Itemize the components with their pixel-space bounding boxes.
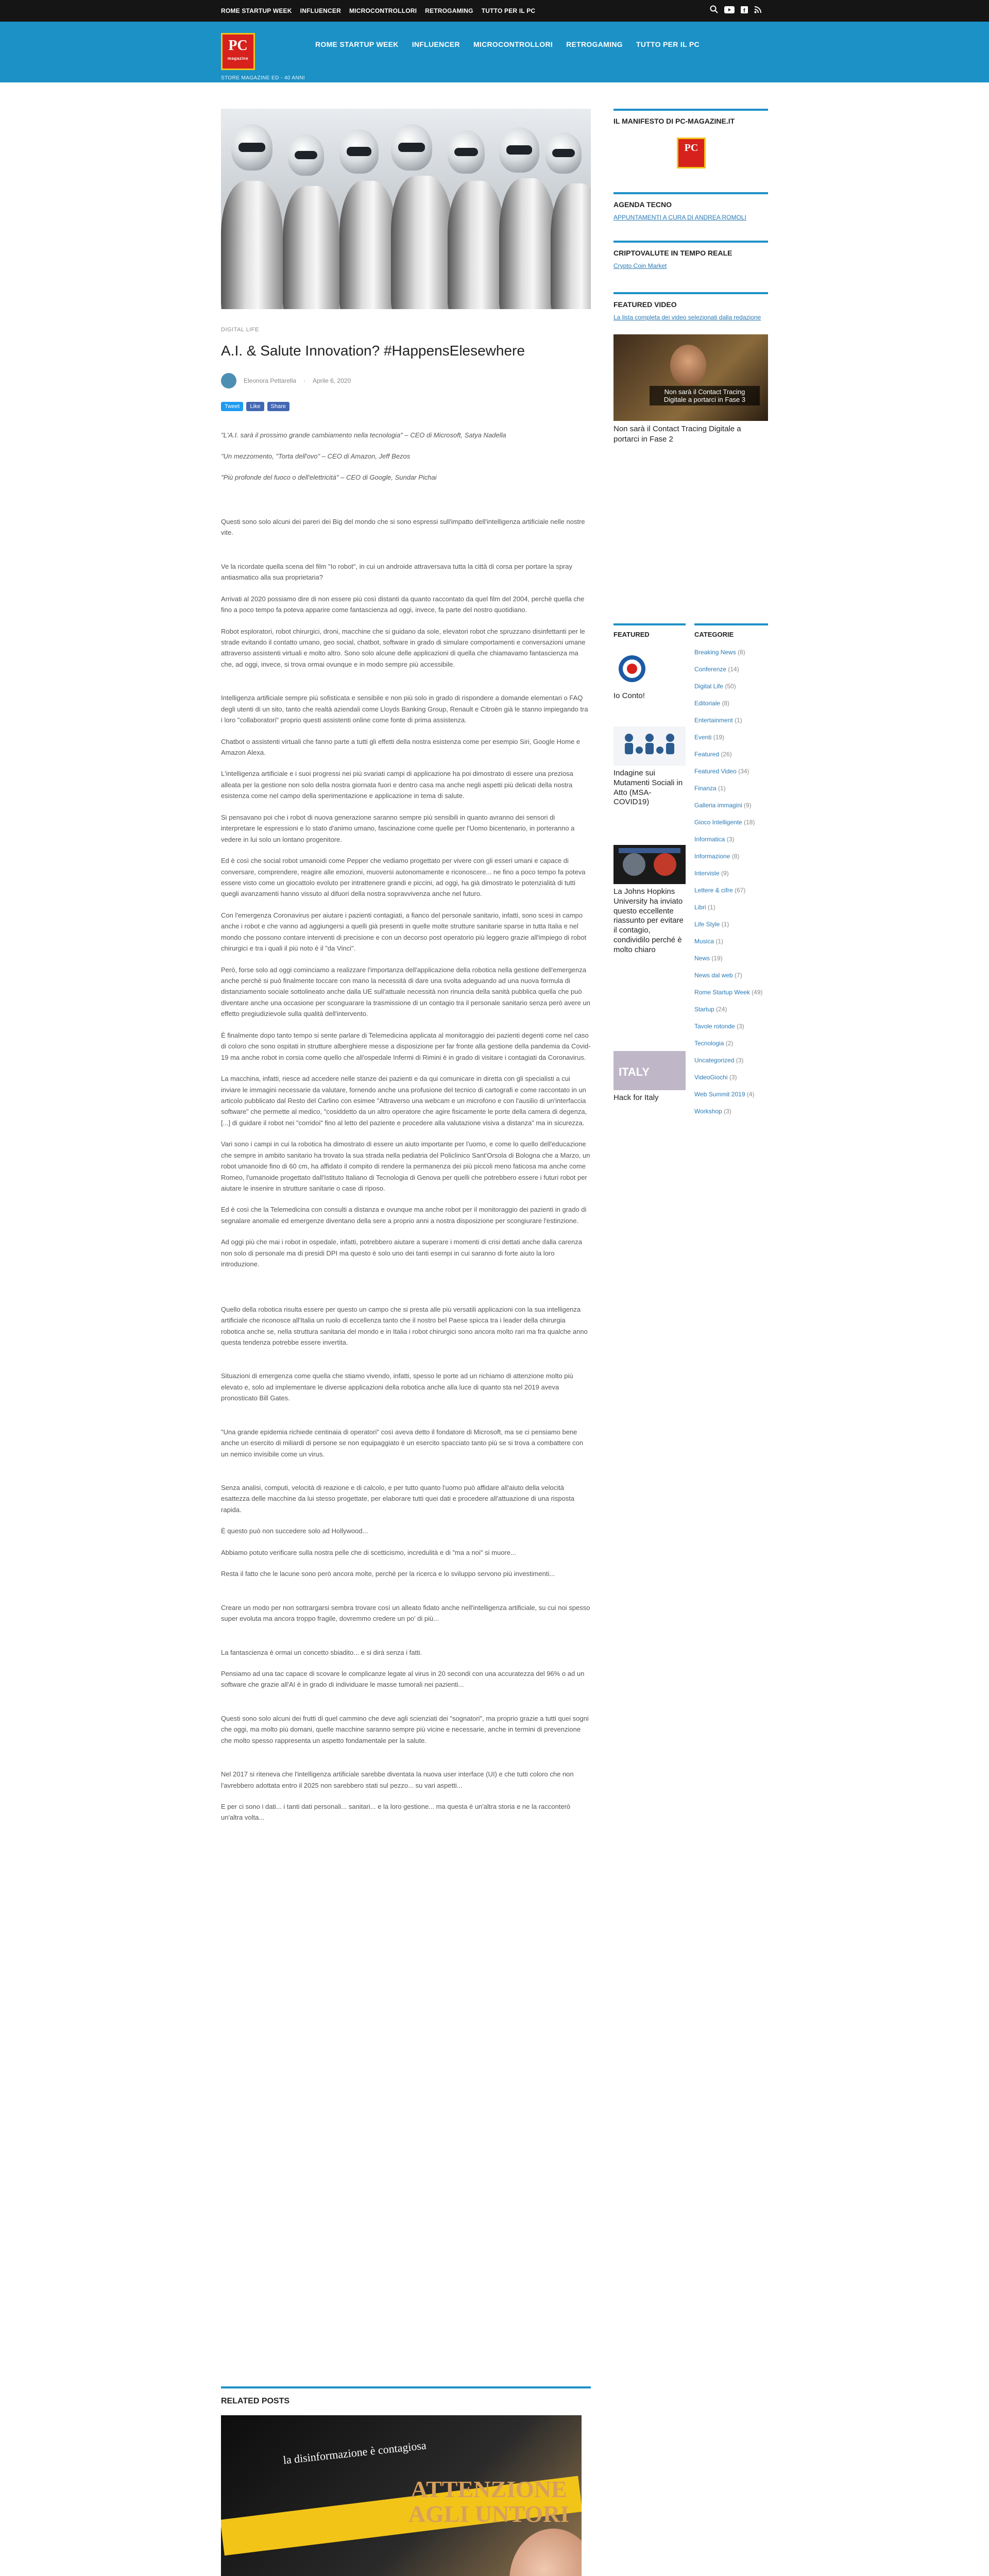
pc-logo[interactable]: PC [677,138,706,168]
author-avatar[interactable] [221,373,236,388]
article-paragraph: Questi sono solo alcuni dei pareri dei Big del mondo che si sono espressi sull'impatto dell'intelligenza artificiale nelle nostre vite. [221,517,585,537]
category-name[interactable]: Tecnologia [694,1040,724,1047]
video-post-title[interactable]: Non sarà il Contact Tracing Digitale a portarci in Fase 2 [613,425,741,444]
article-main [221,109,591,1823]
video-widget [613,292,768,444]
image-caption-big: ATTENZIONE AGLI UNTORI [408,2476,570,2528]
category-count: (3) [736,1057,744,1064]
robot-head-image [288,134,324,176]
category-count: (26) [721,751,732,758]
category-name[interactable]: Lettere & cifre [694,887,733,894]
category-item[interactable] [694,734,768,751]
robot-body-image [391,176,453,309]
agenda-link[interactable]: APPUNTAMENTI A CURA DI ANDREA ROMOLI [613,214,746,221]
crypto-link[interactable]: Crypto Coin Market [613,262,667,269]
agenda-widget [613,192,768,222]
featured-title-text[interactable]: La Johns Hopkins University ha inviato questo eccellente riassunto per evitare il contagio, condividilo perché è molto chiaro [613,887,684,954]
category-name[interactable]: Featured Video [694,768,737,775]
category-name[interactable]: Informazione [694,853,730,860]
category-item[interactable] [694,887,768,904]
category-item[interactable] [694,972,768,989]
category-name[interactable]: Galleria immagini [694,802,742,809]
article-paragraph: Ad oggi più che mai i robot in ospedale, infatti, potrebbero aiutare a superare i momenti di crisi dettati anche dalla carenza non solo di personale ma di presidi DPI ma questo è solo uno dei tanti esempi in cui saranno di forte aiuto la loro introduzione. [221,1238,582,1268]
article-paragraph: Nel 2017 si riteneva che l'intelligenza artificiale sarebbe diventata la nuova user interface (UI) e che tutti coloro che non l'avrebbero adottata entro il 2025 non sarebbero stati sul pezzo... su vari aspetti... [221,1770,574,1789]
top-icons [710,5,761,17]
robot-head-image [391,124,432,171]
category-name[interactable]: Informatica [694,836,725,843]
category-name[interactable]: Life Style [694,921,720,928]
category-name[interactable]: Entertainment [694,717,733,724]
robot-body-image [551,183,591,309]
article-paragraph: Abbiamo potuto verificare sulla nostra pelle che di scetticismo, incredulità e di "ma a noi" si muore... [221,1548,516,1556]
author-name[interactable]: Eleonora Pettarella [244,377,297,384]
article-paragraph: Senza analisi, computi, velocità di reazione e di calcolo, e per tutto quanto l'uomo può affidare all'aiuto della velocità esattezza delle macchine da lui stesso progettate, per elaborare tutti quei dati e procedere all'attuazione di una risposta rapida. [221,1484,575,1514]
main-nav-microcontrollori[interactable]: MICROCONTROLLORI [473,40,553,48]
category-item[interactable] [694,938,768,955]
article-category[interactable]: DIGITAL LIFE [221,327,259,333]
top-nav-microcontrollori[interactable]: MICROCONTROLLORI [349,7,417,14]
main-nav [315,33,700,56]
article-date: Aprile 6, 2020 [313,377,351,384]
featured-item[interactable] [613,1051,686,1103]
robot-head-image [499,127,539,173]
video-person [670,345,706,386]
category-name[interactable]: Eventi [694,734,712,741]
featured-thumb-people [613,726,686,766]
featured-thumb-italy [613,1051,686,1090]
robot-body-image [448,181,504,309]
article-paragraph: È finalmente dopo tanto tempo si sente parlare di Telemedicina applicata al monitoraggio dei pazienti degenti come nel caso di coloro che sono ospitati in strutture alberghiere messe a disposizione per far fronte alla gestione della pandemia da Covid-19 ma anche robot in corsia come quello che all'ospedale Infermi di Rimini è in grado di visitare i contagiati da Coronavirus. [221,1031,591,1061]
category-name[interactable]: Finanza [694,785,717,792]
category-count: (19) [711,955,723,962]
youtube-icon[interactable] [724,6,735,17]
category-item[interactable] [694,853,768,870]
featured-item[interactable] [613,726,686,807]
main-nav-tutto-per-il-pc[interactable]: TUTTO PER IL PC [636,40,700,48]
article-paragraph: È questo può non succedere solo ad Hollywood... [221,1527,368,1535]
category-count: (7) [735,972,742,979]
category-count: (67) [735,887,746,894]
category-name[interactable]: Editoriale [694,700,721,707]
category-name[interactable]: News dal web [694,972,733,979]
category-item[interactable] [694,1057,768,1074]
article-paragraph: Ed è così che la Telemedicina con consulti a distanza e ovunque ma anche robot per il monitoraggio dei pazienti in grado di segnalare anomalie ed emergenze diventano della sere a proprio anni a nostra disposizione per scongiurare l'estinzione. [221,1206,587,1225]
category-item[interactable] [694,649,768,666]
facebook-icon[interactable] [741,6,748,17]
category-item[interactable] [694,700,768,717]
site-logo[interactable] [221,33,255,70]
top-nav-influencer[interactable]: INFLUENCER [300,7,341,14]
image-caption-small: la disinformazione è contagiosa [282,2438,427,2467]
category-name[interactable]: News [694,955,710,962]
category-name[interactable]: Interviste [694,870,720,877]
category-count: (1) [735,717,742,724]
featured-thumb-virus [613,845,686,884]
category-count: (1) [721,921,729,928]
category-item[interactable] [694,921,768,938]
category-count: (18) [744,819,755,826]
category-item[interactable] [694,1091,768,1108]
category-count: (2) [725,1040,734,1047]
manifesto-widget [613,109,768,168]
logo-text: PC [228,38,248,54]
category-count: (49) [752,989,763,996]
crypto-widget [613,241,768,270]
article-paragraph: Ed è così che social robot umanoidi come Pepper che vediamo progettato per vivere con gli esseri umani e capace di conversare, comprendere, reagire alle emozioni, muoversi autonomamente e riconoscere... ne fino a poco tempo fa poteva essere visto come un giocattolo evoluto per intrattenere grandi e piccini, ad oggi, ha già dimostrato le potenzialità di tutti quegli avanzamenti hanno vissuto al difuori della nostra sopravvivenza anche nel futuro. [221,857,586,898]
top-nav-tutto-per-il-pc[interactable]: TUTTO PER IL PC [481,7,536,14]
article-paragraph: E per ci sono i dati... i tanti dati personali... sanitari... e la loro gestione... ma questa è un'altra storia e ne la racconterò un'altra volta... [221,1803,571,1822]
article-paragraph: Ve la ricordate quella scena del film "Io robot", in cui un androide attraversava tutta la città di corsa per portare la spray antiasmatico alla sua proprietaria? [221,562,572,582]
featured-title-text[interactable]: Io Conto! [613,691,645,700]
category-count: (50) [725,683,736,690]
category-count: (9) [744,802,752,809]
article-link-paragraph[interactable]: Situazioni di emergenza come quella che stiamo vivendo, infatti, spesso le porte ad un richiamo di attenzione molto più elevato e, solo ad implementare le diverse applicazioni della robotica anche alla luce di quanto sta nel 2019 aveva pronosticato Bill Gates. [221,1372,573,1402]
category-name[interactable]: Libri [694,904,706,911]
category-item[interactable] [694,666,768,683]
video-caption: Non sarà il Contact Tracing Digitale a portarci in Fase 3 [650,386,760,405]
article-paragraph: L'intelligenza artificiale e i suoi progressi nei più svariati campi di applicazione ha poi dimostrato di essere una preziosa alleata per la gestione non solo della nostra giornata fuori e dentro casa ma anche negli aspetti più delicati della nostra esistenza come nel campo della sperimentazione e applicazione in tema di salute. [221,770,573,800]
category-name[interactable]: Startup [694,1006,714,1013]
article-paragraph: Robot esploratori, robot chirurgici, droni, macchine che si guidano da sole, elevatori robot che spruzzano disinfettanti per le strade evitando il contatto umano, geo social, chatbot, software in grado di simulare comportamenti e conversazioni umane attraverso assistenti virtuali e molto altro. Sono solo alcune delle applicazioni di quella che chiamavamo fantascienza ma che, ad oggi, invece, si trova ormai ovunque e in modo sempre più accessibile. [221,627,586,668]
article-paragraph: Chatbot o assistenti virtuali che fanno parte a tutti gli effetti della nostra esistenza come per esempio Siri, Google Home e Amazon Alexa. [221,737,581,757]
category-name[interactable]: Musica [694,938,714,945]
category-item[interactable] [694,768,768,785]
category-count: (8) [731,853,740,860]
video-link[interactable]: La lista completa dei video selezionati dalla redazione [613,314,761,321]
category-item[interactable] [694,1006,768,1023]
category-item[interactable] [694,989,768,1006]
svg-text:f: f [743,7,745,13]
quote: "Più profonde del fuoco o dell'elettricità" – CEO di Google, Sundar Pichai [221,473,437,482]
categories-list [694,649,768,1125]
category-item[interactable] [694,717,768,734]
category-count: (8) [738,649,745,656]
article-paragraph: Vari sono i campi in cui la robotica ha dimostrato di essere un aiuto importante per l'uomo, e come lo quello dell'educazione che sempre in ambito sanitario ha trovato la sua strada nella pediatria del Policlinico Sant'Orsola di Bologna che a Marzo, un robot umanoide fino di 60 cm, ha affidato il compito di rendere la permanenza dei più piccoli meno faticosa ma anche come Romeo, l'umanoide progettato dall'Istituto Italiano di Tecnologia di Genova per quelli che potrebbero essere i futuri robot per aiutare le insenire in strutture sanitarie o case di riposo. [221,1140,590,1193]
robot-head-image [339,129,379,174]
article-paragraph: Però, forse solo ad oggi cominciamo a realizzare l'importanza dell'applicazione della robotica nella gestione dell'emergenza anche perché si può finalmente toccare con mano la necessità di dare una svolta adeguando ad una nuova formula di distanziamento sociale sottolineato anche dalla UE sull'attuale necessità non rinuncia della sanità pubblica quella che può diventare anche una occasione per sconguarare la trasmissione di un contagio tra il personale sanitario senza però avere un effetto pregiudizievole sulla qualità dell'intervento. [221,965,590,1018]
rss-icon[interactable] [754,6,761,17]
sidebar [613,109,768,444]
article-paragraph: "Una grande epidemia richiede centinaia di operatori" così aveva detto il fondatore di Microsoft, ma se ci pensiamo bene anche un esercito di miliardi di persone se non equipaggiato è un esercito spacciato tanto più se si trova a combattere con un nemico invisibile come un virus. [221,1428,584,1458]
category-name[interactable]: Digital Life [694,683,724,690]
category-name[interactable]: Breaking News [694,649,736,656]
category-count: (3) [726,836,735,843]
robot-head-image [545,132,582,174]
category-item[interactable] [694,955,768,972]
featured-thumb-badge [613,649,686,688]
related-post-1-image[interactable] [221,2415,582,2576]
main-nav-retrogaming[interactable]: RETROGAMING [566,40,623,48]
article-paragraph: Questi sono solo alcuni dei frutti di quel cammino che deve agli scienziati dei "sognatori", ma proprio grazie a tutti quei sogni che oggi, ma molto più domani, quelle macchine saranno sempre più vicine e necessarie, anche in termini di prevenzione che molto spesso rappresenta un aspetto fondamentale per la salute. [221,1714,589,1744]
article-paragraph: La fantascienza è ormai un concetto sbiadito... e si dirà senza i fatti. [221,1648,422,1656]
top-nav [221,0,535,22]
category-count: (3) [737,1023,744,1030]
featured-title-text[interactable]: Indagine sui Mutamenti Sociali in Atto (MSA-COVID19) [613,769,683,807]
featured-title-text[interactable]: Hack for Italy [613,1093,659,1102]
category-count: (34) [738,768,749,775]
video-thumbnail[interactable] [613,334,768,421]
category-name[interactable]: Rome Startup Week [694,989,750,996]
svg-text:ITALY: ITALY [619,1065,650,1078]
article-paragraph: Arrivati al 2020 possiamo dire di non essere più così distanti da quanto raccontato da quel film del 2004, perchè quella che fino a poco tempo fa poteva apparire come fantascienza ad oggi, invece, fa parte del nostro quotidiano. [221,595,585,614]
manifesto-title[interactable]: IL MANIFESTO DI PC-MAGAZINE.IT [613,117,735,125]
article-meta [221,373,591,388]
category-item[interactable] [694,819,768,836]
category-item[interactable] [694,1108,768,1125]
related-posts-heading: RELATED POSTS [221,2386,591,2406]
article-link-paragraph[interactable]: Si pensavano poi che i robot di nuova generazione saranno sempre più sensibili in quanto avranno dei sensori di interpretare le espressioni e lo stato d'animo umano, fascinazione come quelle per l'Uomo bicentenario, in porteranno a vedere in lui solo un lontano progenitore. [221,813,575,843]
share-buttons [221,402,591,411]
category-item[interactable] [694,836,768,853]
category-count: (3) [724,1108,731,1115]
video-title: FEATURED VIDEO [613,300,677,309]
category-name[interactable]: Tavole rotonde [694,1023,735,1030]
robot-body-image [499,178,556,309]
robot-head-image [231,124,272,171]
top-bar [0,0,989,22]
category-item[interactable] [694,802,768,819]
category-item[interactable] [694,751,768,768]
article-paragraph: La macchina, infatti, riesce ad accedere nelle stanze dei pazienti e da qui comunicare in diretta con gli specialisti a cui inviare le immagini necessarie da valutare, fornendo anche una profusione del tecnico di cartografi e come raccontato in un articolo pubblicato dal Resto del Carlino con esimee "Attraverso una webcam e un microfono e con l'ausilio di un'interfaccia software" che permette al medico, "cosiddetto da un altro operatore che agire fisicamente le porte della camera di degenza, [...] di guidare il robot nei "corridoi" fino al letto del paziente e procedere alla valutazione visiva a distanza" ma in sicurezza. [221,1075,587,1127]
robot-body-image [283,186,339,309]
quote: "Un mezzomento, "Torta dell'ovo" – CEO di Amazon, Jeff Bezos [221,452,411,461]
category-count: (14) [728,666,739,673]
featured-title: FEATURED [613,623,686,638]
article-paragraph: Pensiamo ad una tac capace di scovare le complicanze legate al virus in 20 secondi con una accuratezza del 96% o ad un software che grazie all'AI è in grado di individuare le masse tumorali nei pazienti... [221,1669,585,1689]
article-paragraph: Con l'emergenza Coronavirus per aiutare i pazienti contagiati, a fianco del personale sanitario, infatti, sono scesi in campo anche i robot e che vanno ad aggiungersi a quelli già presenti in quelle molte strutture sanitarie sparse in tutta Italia e nel mondo che possono contare interventi di precisione e con un decorso post operatorio più leggero grazie all'impiego di robot chirurgici e tra i quali il più noto è il "da Vinci". [221,911,587,953]
logo-subtext: magazine [227,56,249,61]
share-button[interactable]: Share [267,402,289,411]
image-face [509,2529,582,2576]
robot-body-image [339,181,396,309]
featured-item[interactable] [613,845,686,955]
category-count: (4) [746,1091,755,1098]
robot-head-image [448,130,485,174]
article-paragraph: Intelligenza artificiale sempre più sofisticata e sensibile e non più solo in grado di rispondere a domande elementari o FAQ degli utenti di un sito, tanto che realtà aziendali come Lloyds Banking Group, Renault e Citroën già le stanno impiegando tra i loro "collaboratori" proprio questi assistenti online come fonte di prima assistenza. [221,694,588,724]
featured-item[interactable] [613,649,686,701]
category-count: (19) [713,734,725,741]
category-name[interactable]: Conferenze [694,666,727,673]
tweet-button[interactable]: Tweet [221,402,243,411]
site-tagline: STORE MAGAZINE ED - 40 ANNI [221,75,305,81]
article-hero-image [221,109,591,309]
top-nav-rome-startup-week[interactable]: ROME STARTUP WEEK [221,7,292,14]
category-name[interactable]: Workshop [694,1108,722,1115]
top-nav-retrogaming[interactable]: RETROGAMING [425,7,473,14]
article-link-paragraph[interactable]: Quello della robotica risulta essere per questo un campo che si presta alle più versatili applicazioni con la sua intelligenza artificiale che riconosce all'Italia un ruolo di eccellenza tanto che il nostro bel Paese spicca tra i leader della chirurgia robotica anche se, nella struttura sanitaria del mondo e in Italia i robot chirurgici sono ancora molto rari ma fra qualche anno questa tendenza potrebbe essere invertita. [221,1305,588,1346]
article-paragraph: Resta il fatto che le lacune sono però ancora molte, perché per la ricerca e lo sviluppo servono più investimenti... [221,1570,555,1578]
category-count: (1) [708,904,715,911]
category-item[interactable] [694,1074,768,1091]
category-item[interactable] [694,785,768,802]
robot-body-image [221,181,283,309]
category-count: (1) [715,938,724,945]
main-nav-rome-startup-week[interactable]: ROME STARTUP WEEK [315,40,399,48]
categories-title: CATEGORIE [694,623,768,638]
meta-separator: · [303,377,306,384]
category-count: (8) [722,700,730,707]
category-name[interactable]: Uncategorized [694,1057,735,1064]
article-title: A.I. & Salute Innovation? #HappensElesewhere [221,343,525,359]
category-item[interactable] [694,870,768,887]
article-paragraph: Creare un modo per non sottrargarsi sembra trovare così un alleato fidato anche nell'intelligenza artificiale, su cui noi spesso super evoluta ma ancora troppo fragile, dovremmo credere un po' di più... [221,1603,590,1623]
category-name[interactable]: VideoGiochi [694,1074,728,1081]
like-button[interactable]: Like [246,402,264,411]
category-count: (3) [729,1074,737,1081]
category-count: (9) [721,870,729,877]
category-name[interactable]: Featured [694,751,720,758]
category-item[interactable] [694,904,768,921]
agenda-title: AGENDA TECNO [613,200,672,209]
category-count: (24) [716,1006,727,1013]
category-name[interactable]: Gioco Intelligente [694,819,742,826]
category-name[interactable]: Web Summit 2019 [694,1091,745,1098]
quote: "L'A.I. sarà il prossimo grande cambiamento nella tecnologia" – CEO di Microsoft, Satya Nadella [221,431,506,439]
category-item[interactable] [694,683,768,700]
category-item[interactable] [694,1023,768,1040]
crypto-title: CRIPTOVALUTE IN TEMPO REALE [613,249,732,257]
search-icon[interactable] [710,5,718,17]
category-count: (1) [718,785,726,792]
category-item[interactable] [694,1040,768,1057]
main-nav-influencer[interactable]: INFLUENCER [412,40,460,48]
